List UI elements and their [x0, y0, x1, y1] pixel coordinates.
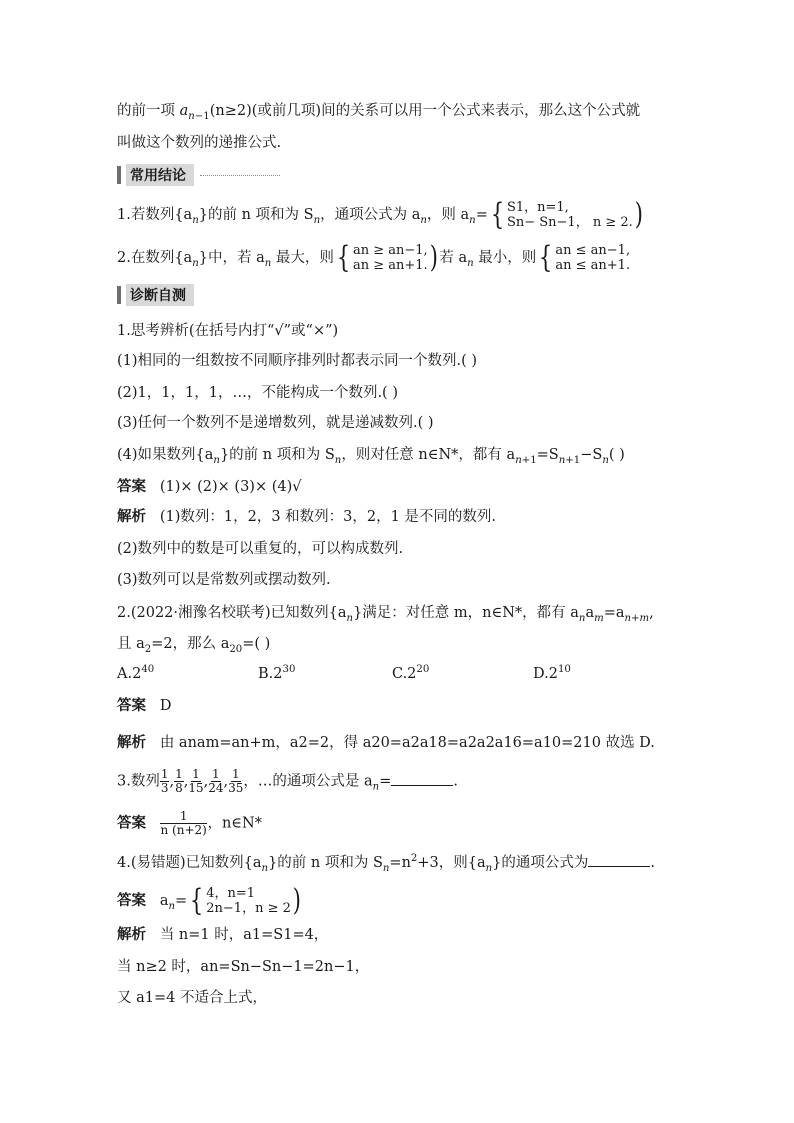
- q2-option-c: [392, 664, 429, 684]
- numerator: 1: [192, 767, 200, 781]
- answer-label: 答案: [117, 479, 146, 495]
- q1-answer: [117, 477, 302, 497]
- piecewise-cases: [507, 200, 633, 230]
- section-header-diagnosis: [117, 285, 194, 305]
- text: =S: [536, 447, 559, 463]
- analysis-label: 解析: [117, 509, 146, 525]
- analysis-label: 解析: [117, 735, 146, 751]
- exponent: 20: [416, 664, 430, 676]
- left-brace: {: [190, 883, 204, 918]
- right-paren: ): [292, 883, 301, 918]
- text: a: [159, 893, 169, 909]
- answer-label: 答案: [117, 893, 146, 909]
- text: =: [379, 773, 392, 790]
- q2-stem-2: 且 $a_2=2$，那么 $a_{20}=$( ): [117, 636, 271, 655]
- intro-line-2: 叫做这个数列的递推公式.: [117, 135, 282, 151]
- text: }满足：对任意 m，n∈N*，都有 a: [353, 605, 579, 621]
- cases-min: [555, 243, 630, 273]
- case: an ≤ an−1,: [555, 243, 631, 258]
- numerator: 1: [160, 767, 169, 781]
- case: an ≥ an−1,: [352, 243, 428, 258]
- text: ,: [649, 605, 654, 621]
- text: 且 a: [117, 636, 145, 652]
- q1-analysis-3: (3)数列可以是常数列或摆动数列.: [117, 572, 331, 588]
- text: }的前 n 项和为 S: [268, 855, 383, 871]
- fraction: [188, 768, 203, 795]
- q2-answer: [117, 696, 171, 716]
- q4-stem: 4.(易错题)已知数列$\{a_n\}$的前 n 项和为 $S_n=n^2+3$，则$\{a_n\}$的通项公式为 .: [117, 853, 655, 874]
- q2-option-d: [533, 664, 571, 684]
- q2-analysis: [117, 733, 655, 753]
- text: 4.(易错题)已知数列{a: [117, 855, 262, 871]
- header-bar: [117, 166, 121, 184]
- denominator: 35: [228, 781, 244, 795]
- denominator: 3: [160, 781, 169, 795]
- intro-line-1: 的前一项 $a_{n-1}(n\ge 2)$(或前几项)间的关系可以用一个公式来表示，那么这个公式就: [117, 103, 641, 122]
- q1-analysis-2: (2)数列中的数是可以重复的，可以构成数列.: [117, 541, 404, 557]
- denominator: 8: [175, 781, 183, 795]
- text: +3，则{a: [417, 855, 486, 871]
- text: 2.(2022·湘豫名校联考)已知数列{a: [117, 605, 347, 621]
- q4-analysis-3: 又 a1=4 不适合上式，: [117, 990, 267, 1006]
- text: ( ): [608, 447, 625, 463]
- text: }的通项公式为: [492, 855, 589, 871]
- option-text: A.2: [117, 666, 142, 682]
- text: =n: [389, 855, 411, 871]
- text: }的前 n 项和为 S: [198, 207, 314, 223]
- exponent: 40: [141, 664, 155, 676]
- text: 最小，则: [473, 250, 537, 266]
- header-bar: [117, 286, 121, 304]
- text: ，则对任意 n∈N*，都有 a: [341, 447, 516, 463]
- answer-text: ，n∈N*: [207, 815, 262, 832]
- numerator: 1: [212, 767, 220, 781]
- analysis-label: 解析: [117, 927, 146, 943]
- section-title: 诊断自测: [126, 284, 194, 306]
- analysis-text: (1)数列：1，2，3 和数列：3，2，1 是不同的数列.: [159, 509, 497, 525]
- text: =( ): [242, 636, 271, 652]
- q4-analysis-2: 当 n≥2 时，an=Sn−Sn−1=2n−1，: [117, 959, 370, 975]
- text: (n≥2)(或前几项)间的关系可以用一个公式来表示，那么这个公式就: [209, 103, 641, 119]
- fraction: [208, 768, 223, 795]
- q3-answer: [117, 810, 262, 837]
- text: 若 a: [439, 250, 468, 266]
- text: 的前一项: [117, 103, 180, 119]
- text: (4)如果数列{a: [117, 447, 214, 463]
- option-text: C.2: [392, 666, 417, 682]
- text: 最大，则: [271, 250, 334, 266]
- exponent: 10: [557, 664, 571, 676]
- option-text: D.2: [533, 666, 558, 682]
- q2-stem-1: 2.(2022·湘豫名校联考)已知数列$\{a_n\}$满足：对任意 m，n∈N*，都有 $a_na_m=a_{n+m}$,: [117, 605, 654, 624]
- text: =: [475, 207, 488, 223]
- case: Sn− Sn−1， n ≥ 2.: [506, 215, 633, 230]
- text: −S: [580, 447, 603, 463]
- text: 3.数列: [117, 773, 160, 790]
- q2-option-b: [258, 664, 295, 684]
- numerator: 1: [231, 767, 240, 781]
- text: }的前 n 项和为 S: [219, 447, 335, 463]
- case: S1，n=1,: [506, 200, 569, 215]
- text: }中，若 a: [198, 250, 265, 266]
- case: an ≥ an+1.: [352, 258, 428, 273]
- left-brace: {: [539, 240, 553, 275]
- answer-text: D: [159, 698, 172, 714]
- piecewise-cases: [206, 886, 291, 916]
- q1-statement-4: (4)如果数列$\{a_n\}$的前 n 项和为 $S_n$，则对任意 n∈N*，都有 $a_{n+1}=S_{n+1}-S_n$( ): [117, 447, 625, 466]
- numerator: 1: [175, 767, 183, 781]
- text: 2.在数列{a: [117, 250, 193, 266]
- case: an ≤ an+1.: [555, 258, 631, 273]
- left-brace: {: [490, 197, 505, 232]
- text: a: [585, 605, 595, 621]
- q1-statement-2: (2)1，1，1，1，…，不能构成一个数列.( ): [117, 385, 398, 401]
- text: ，则 a: [426, 207, 470, 223]
- text: =2，那么 a: [151, 636, 230, 652]
- cases-max: [353, 243, 428, 273]
- q1-statement-3: (3)任何一个数列不是递增数列，就是递减数列.( ): [117, 415, 434, 431]
- q3-stem: 3.数列 $\frac{1}{3}$ , $\frac{1}{8}$ , $\frac{1}{15}$ , $\frac{1}{24}$ , $\frac{1}{35}$ ，…的通项公式是 $a_n=$ .: [117, 767, 458, 795]
- analysis-text: 由 anam=an+m，a2=2，得 a20=a2a18=a2a2a16=a10=210 故选 D.: [159, 735, 655, 751]
- left-brace: {: [336, 240, 351, 275]
- q1-statement-1: (1)相同的一组数按不同顺序排列时都表示同一个数列.( ): [117, 353, 478, 369]
- case: 4，n=1: [206, 886, 256, 901]
- section-title: 常用结论: [126, 164, 194, 186]
- right-paren: ): [429, 240, 438, 275]
- denominator: 15: [188, 781, 204, 795]
- section-header-conclusions: [117, 165, 280, 185]
- q4-answer: 答案 $a_n=${ 4，n=1 2n−1，n ≥ 2 ): [117, 883, 301, 918]
- q1-analysis-1: [117, 507, 496, 527]
- header-divider: [200, 175, 280, 176]
- answer-label: 答案: [117, 815, 146, 832]
- answer-blank: [391, 771, 453, 786]
- fraction: [174, 768, 184, 795]
- answer-text: (1)× (2)× (3)× (4)√: [159, 479, 302, 495]
- q4-analysis-1: [117, 925, 328, 945]
- option-text: B.2: [258, 666, 283, 682]
- exponent: 30: [282, 664, 296, 676]
- conclusion-1: 1.若数列$\{a_n\}$的前 n 项和为 $S_n$，通项公式为 $a_n$，则 $a_n=${ S1，n=1, Sn− Sn−1， n ≥ 2. ): [117, 197, 643, 232]
- q2-option-a: [117, 664, 154, 684]
- case: 2n−1，n ≥ 2: [206, 901, 291, 916]
- text: =a: [603, 605, 625, 621]
- right-paren: ): [634, 197, 643, 232]
- answer-fraction: [160, 810, 208, 837]
- answer-label: 答案: [117, 698, 146, 714]
- denominator: n (n+2): [160, 823, 207, 837]
- numerator: 1: [160, 810, 208, 824]
- fraction: [160, 768, 170, 795]
- conclusion-2: 2.在数列$\{a_n\}$中，若 $a_n$ 最大，则{ an ≥ an−1, an ≥ an+1. ) 若 $a_n$ 最小，则{ an ≤ an−1, an ≤ an+1.: [117, 240, 631, 275]
- answer-blank: [588, 852, 650, 867]
- analysis-text: 当 n=1 时，a1=S1=4，: [159, 927, 329, 943]
- text: ，…的通项公式是 a: [243, 773, 373, 790]
- fraction: [228, 768, 243, 795]
- text: 1.若数列{a: [117, 207, 193, 223]
- denominator: 24: [208, 781, 224, 795]
- text: ，通项公式为 a: [320, 207, 421, 223]
- q1-stem: 1.思考辨析(在括号内打“√”或“×”): [117, 323, 339, 339]
